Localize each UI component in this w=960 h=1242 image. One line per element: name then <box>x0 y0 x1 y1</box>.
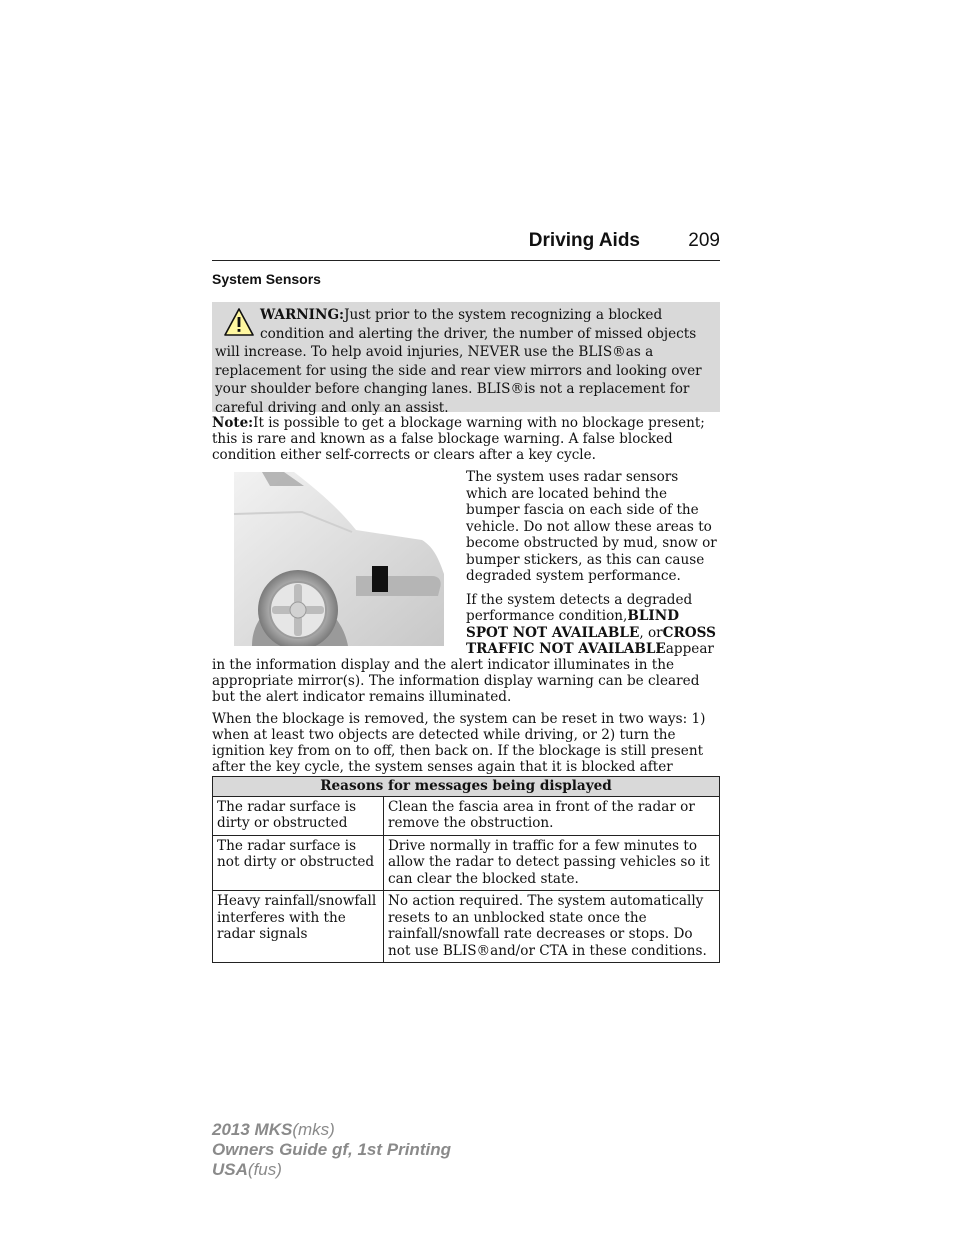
reset-paragraph: When the blockage is removed, the system can be reset in two ways: 1) when at least two objects are detected while driving, or 2) turn the ignition key from on to off, then back on. If the blockage is still present after the key cycle, the system senses again that it is blocked after <box>212 711 706 775</box>
footer-model-code: (mks) <box>292 1120 335 1139</box>
warning-line: condition and alerting the driver, the number of missed objects <box>260 325 697 342</box>
degraded-condition-paragraph <box>466 592 722 658</box>
message-blind-spot: BLIND SPOT NOT AVAILABLE <box>466 608 679 641</box>
note-paragraph <box>212 415 718 463</box>
text-run: appear <box>665 641 714 657</box>
subheading: System Sensors <box>212 271 321 287</box>
cause-cell: The radar surface is not dirty or obstructed <box>213 835 384 891</box>
vehicle-rear-illustration <box>232 470 444 646</box>
footer-market-code: (fus) <box>247 1160 282 1179</box>
page-header <box>212 230 720 261</box>
table-header: Reasons for messages being displayed <box>213 777 720 797</box>
table-row <box>213 891 720 963</box>
display-paragraph: in the information display and the alert indicator illuminates in the appropriate mirror(s). The information display warning can be cleared but the alert indicator remains illuminated. <box>212 657 700 705</box>
warning-label: WARNING: <box>260 307 345 323</box>
action-cell: Clean the fascia area in front of the radar or remove the obstruction. <box>384 796 720 835</box>
warning-box <box>212 302 720 416</box>
note-text: It is possible to get a blockage warning with no blockage present; this is rare and known as a false blockage warning. A false blocked condition either self-corrects or clears after a key cycle. <box>212 415 705 463</box>
radar-sensor-marker <box>372 566 388 592</box>
warning-line: will increase. To help avoid injuries, NEVER use the BLIS®as a <box>215 344 654 360</box>
note-label: Note: <box>212 415 254 431</box>
message-cross-traffic: CROSS TRAFFIC NOT AVAILABLE <box>466 624 716 657</box>
cause-cell: The radar surface is dirty or obstructed <box>213 796 384 835</box>
footer-market: USA <box>212 1160 248 1179</box>
warning-line: your shoulder before changing lanes. BLIS®is not a replacement for <box>215 381 690 397</box>
text-run: , or <box>639 624 663 641</box>
radar-sensors-paragraph: The system uses radar sensors which are located behind the bumper fascia on each side of the vehicle. Do not allow these areas to become obstructed by mud, snow or bumper stickers, as this can cause degraded system performance. <box>466 469 717 584</box>
table-row <box>213 835 720 891</box>
warning-line: Just prior to the system recognizing a blocked <box>344 307 663 323</box>
reasons-table <box>212 776 720 963</box>
cause-cell: Heavy rainfall/snowfall interferes with the radar signals <box>213 891 384 963</box>
section-title: Driving Aids <box>528 230 640 251</box>
action-cell: Drive normally in traffic for a few minutes to allow the radar to detect passing vehicles so it can clear the blocked state. <box>384 835 720 891</box>
footer-model: 2013 MKS <box>212 1120 293 1139</box>
action-cell: No action required. The system automatically resets to an unblocked state once the rainfall/snowfall rate decreases or stops. Do not use BLIS®and/or CTA in these conditions. <box>384 891 720 963</box>
warning-line: replacement for using the side and rear view mirrors and looking over <box>215 362 702 379</box>
print-footer <box>212 1120 451 1180</box>
right-column-text <box>466 469 722 665</box>
warning-line: careful driving and only an assist. <box>215 399 449 416</box>
text-run: If the system detects a degraded performance condition, <box>466 591 693 624</box>
footer-guide: Owners Guide gf, 1st Printing <box>212 1140 451 1159</box>
page-number: 209 <box>688 230 720 251</box>
table-row <box>213 796 720 835</box>
warning-text <box>212 306 712 417</box>
